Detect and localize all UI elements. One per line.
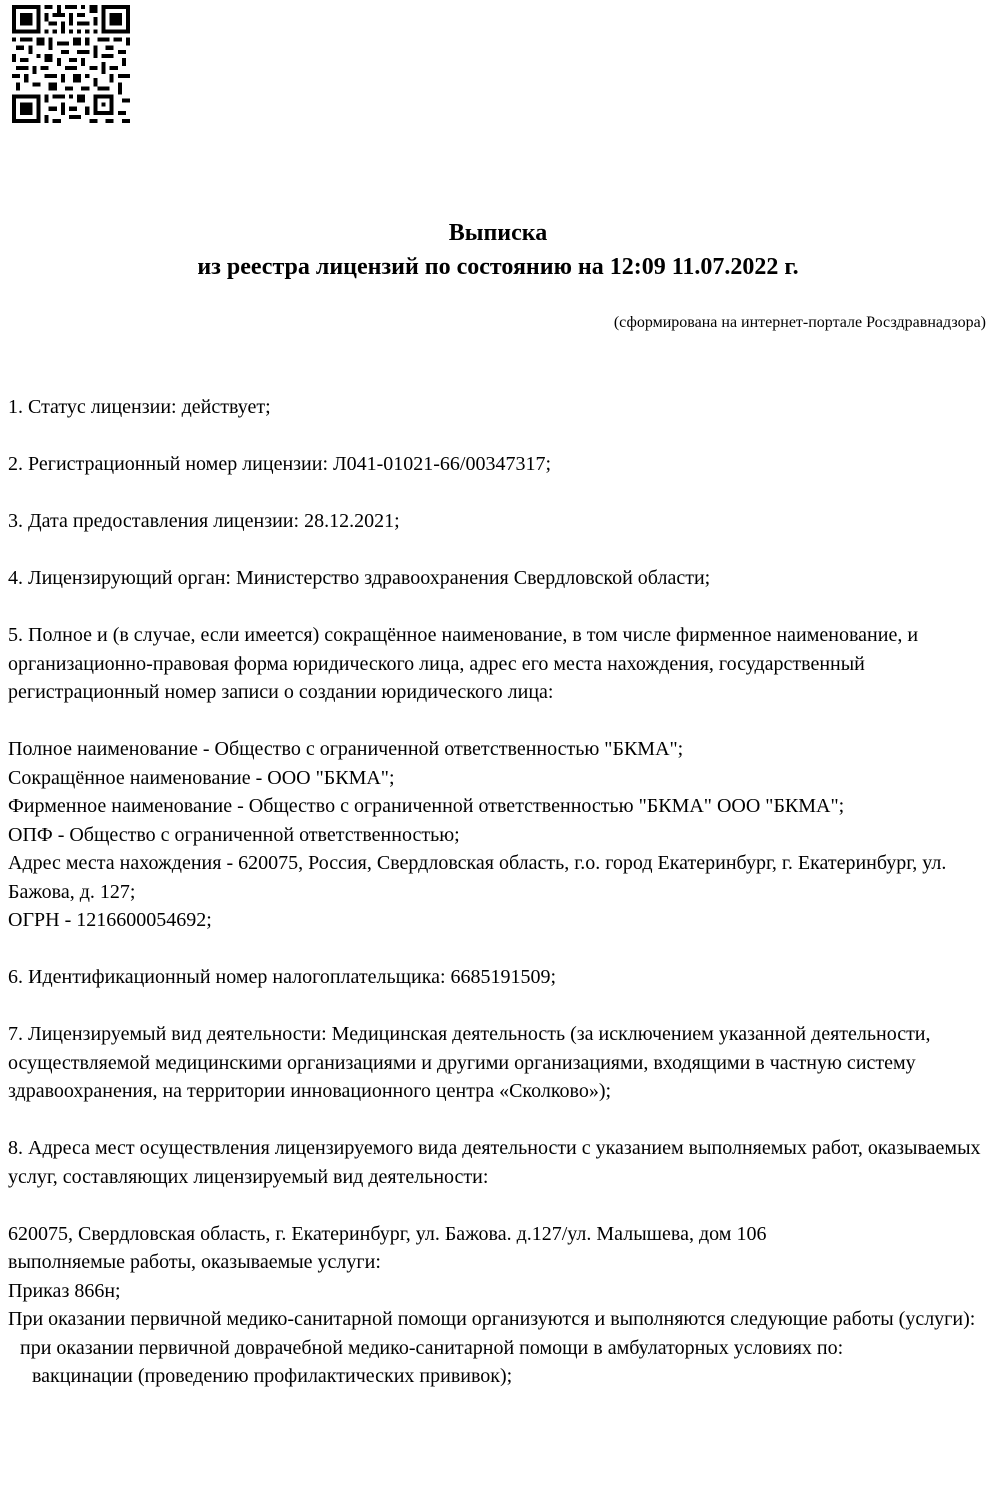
document-title (0, 216, 996, 284)
org-full-name: Полное наименование - Общество с ограниченной ответственностью "БКМА"; (8, 738, 684, 760)
org-address: Адрес места нахождения - 620075, Россия, Свердловская область, г.о. город Екатеринбург, г. Екатеринбург, ул. Бажова, д. 127; (8, 852, 952, 903)
org-short-name: Сокращённое наименование - ООО "БКМА"; (8, 766, 395, 789)
org-opf: ОПФ - Общество с ограниченной ответственностью; (8, 823, 460, 846)
inn: 6. Идентификационный номер налогоплательщика: 6685191509; (8, 966, 557, 988)
org-ogrn: ОГРН - 1216600054692; (8, 909, 212, 931)
organization-details (8, 735, 993, 935)
source-note: (сформирована на интернет-портале Росздравнадзора) (613, 314, 986, 331)
primary-care-works: При оказании первичной медико-санитарной помощи организуются и выполняются следующие работы (услуги): (8, 1308, 976, 1330)
license-status: 1. Статус лицензии: действует; (8, 396, 271, 418)
location-address: 620075, Свердловская область, г. Екатеринбург, ул. Бажова. д.127/ул. Малышева, дом 106 (8, 1222, 767, 1245)
title-heading: Выписка (448, 220, 548, 246)
license-reg-number: 2. Регистрационный номер лицензии: Л041-01021-66/00347317; (8, 453, 552, 475)
item8-heading: 8. Адреса мест осуществления лицензируемого вида деятельности с указанием выполняемых работ, оказываемых услуг, составляющих лицензируемый вид деятельности: (8, 1137, 981, 1188)
vaccination-service: вакцинации (проведению профилактических прививок); (32, 1365, 513, 1387)
pre-medical-care: при оказании первичной доврачебной медико-санитарной помощи в амбулаторных условиях по: (20, 1336, 844, 1359)
document-body (8, 393, 993, 1419)
order-reference: Приказ 866н; (8, 1279, 121, 1302)
licensed-activity: 7. Лицензируемый вид деятельности: Медицинская деятельность (за исключением указанной деятельности, осуществляемой медицинскими организациями и другими организациями, входящими в частную систему здравоохранения, на территории инновационного центра «Сколково»); (8, 1023, 931, 1102)
license-issue-date: 3. Дата предоставления лицензии: 28.12.2021; (8, 510, 400, 532)
org-brand-name: Фирменное наименование - Общество с ограниченной ответственностью "БКМА" ООО "БКМА"; (8, 795, 845, 817)
qr-code-icon (12, 5, 130, 123)
activity-location (8, 1220, 993, 1391)
licensing-body: 4. Лицензирующий орган: Министерство здравоохранения Свердловской области; (8, 567, 711, 589)
works-label: выполняемые работы, оказываемые услуги: (8, 1251, 381, 1273)
title-subheading: из реестра лицензий по состоянию на 12:09 11.07.2022 г. (197, 254, 799, 280)
item5-heading: 5. Полное и (в случае, если имеется) сокращённое наименование, в том числе фирменное наименование, и организационно-правовая форма юридического лица, адрес его места нахождения, государственный регистрационный номер записи о создании юридического лица: (8, 624, 919, 703)
